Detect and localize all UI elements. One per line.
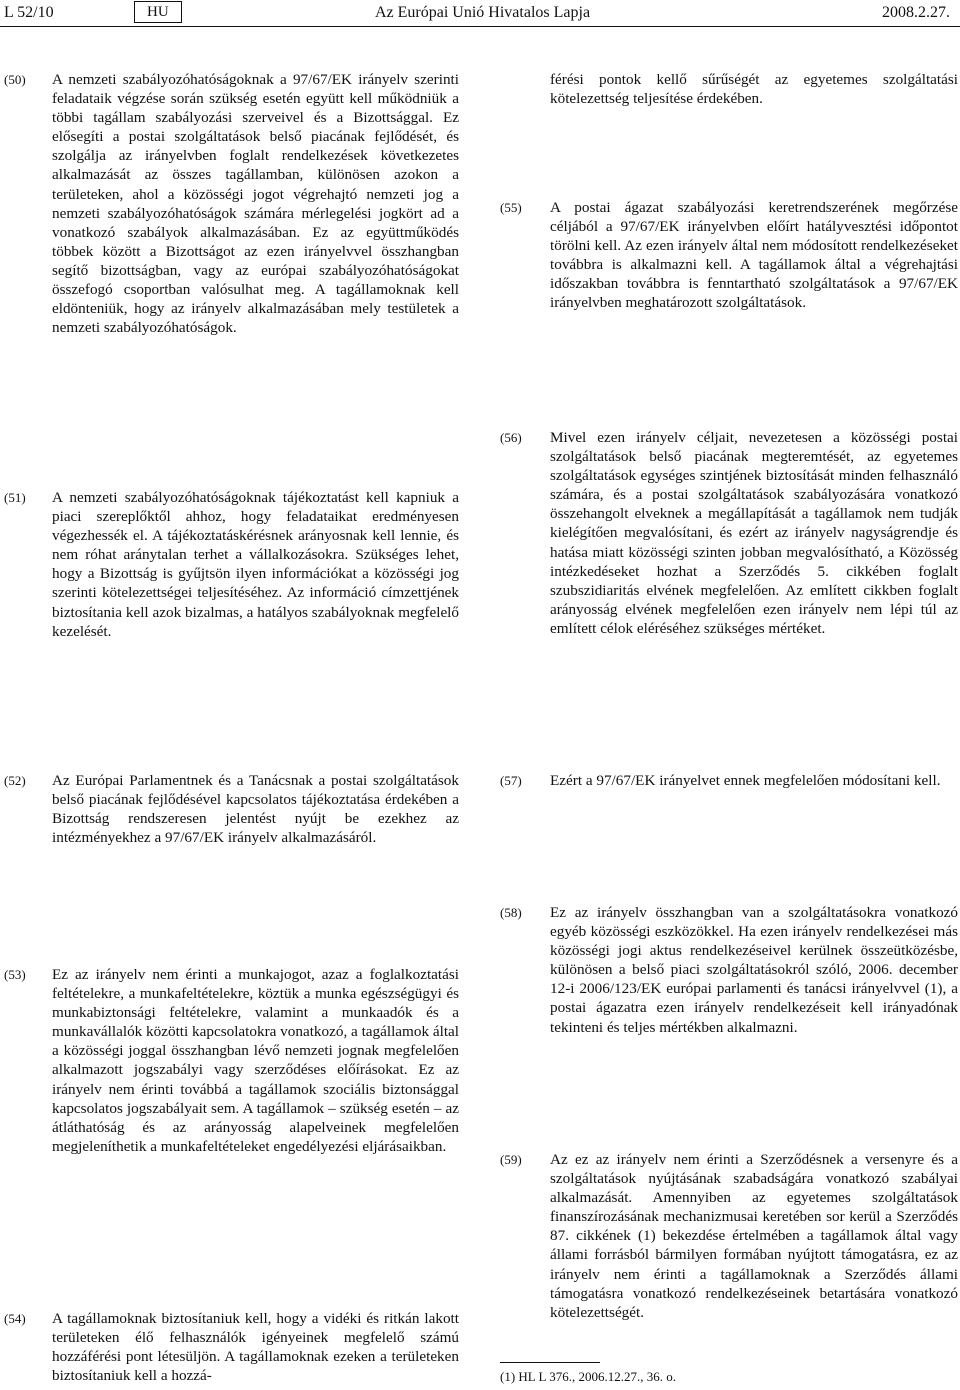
recital-text: A postai ágazat szabályozási keretrendszerének megőrzése céljából a 97/67/EK irányelvben előírt hatályvesztési időpontot törölni kell. Az ezen irányelv által nem módosított rendelkezéseket továbbra is alkalmazni kell. A tagállamok által a végrehajtási időszakban továbbra is fenntartható szolgáltatások a 97/67/EK irányelvben meghatározott szolgáltatások.	[550, 199, 958, 312]
recital-56	[500, 428, 958, 688]
recital-54-continued	[500, 70, 958, 110]
header-rule	[0, 26, 960, 27]
recital-50	[4, 70, 459, 400]
recital-53	[4, 965, 459, 1225]
recital-58	[500, 903, 958, 1063]
recital-51	[4, 488, 459, 698]
recital-text: A tagállamoknak biztosítaniuk kell, hogy a vidéki és ritkán lakott területeken élő felhasználók igényeinek megfelelő számú hozzáférési pont létesüljön. A tagállamoknak ezeken a területeken biztosítaniuk kell a hozzá-	[52, 1310, 459, 1385]
footnote-rule	[500, 1362, 600, 1363]
recital-text: Az ez az irányelv nem érinti a Szerződésnek a versenyre és a szolgáltatások nyújtásának szabadságára vonatkozó szabályai alkalmazását. Amennyiben az egyetemes szolgáltatások finanszírozásának mechanizmusai keretében sor kerül a Szerződés 87. cikkének (1) bekezdése értelmében a tagállamok által vagy állami forrásból bármilyen formában nyújtott támogatásra, ez az irányelv nem érinti a tagállamoknak a Szerződés állami támogatásra vonatkozó rendelkezéseinek betartására vonatkozó kötelezettségét.	[550, 1151, 958, 1321]
recital-text: Ezért a 97/67/EK irányelvet ennek megfelelően módosítani kell.	[550, 772, 941, 789]
recital-text: Az Európai Parlamentnek és a Tanácsnak a postai szolgáltatások belső piacának fejlődésével kapcsolatos tájékoztatása érdekében a Bizottság rendszeresen jelentést nyújt be ezekhez az intézményekhez a 97/67/EK irányelv alkalmazásáról.	[52, 772, 459, 847]
recital-number: (52)	[4, 773, 26, 788]
recital-59	[500, 1150, 958, 1350]
recital-52	[4, 771, 459, 881]
recital-number: (54)	[4, 1311, 26, 1326]
recital-55	[500, 198, 958, 338]
recital-number: (59)	[500, 1152, 522, 1167]
recital-54	[4, 1309, 459, 1389]
recital-number: (51)	[4, 490, 26, 505]
recital-number: (55)	[500, 200, 522, 215]
language-code: HU	[134, 1, 182, 23]
recital-text: Mivel ezen irányelv céljait, nevezetesen a közösségi postai szolgáltatások belső piacának megteremtését, az egyetemes szolgáltatások egységes szintjének biztosítását minden felhasználó számára, és a postai szolgáltatások szabályozására vonatkozó összehangolt elveknek a megállapítását a tagállamok nem tudják kielégítően megvalósítani, és ezért az irányelv nagyságrendje és hatása miatt közösségi szinten jobban megvalósítható, a Közösség intézkedéseket hozhat a Szerződés 5. cikkében foglalt szubszidiaritás elvének megfelelően. Az említett cikkben foglalt arányosság elvének megfelelően ezen irányelv nem lépi túl az említett célok eléréséhez szükséges mértéket.	[550, 429, 958, 637]
recital-text: A nemzeti szabályozóhatóságoknak a 97/67/EK irányelv szerinti feladataik végzése során szükség esetén együtt kell működniük a többi tagállam szabályozási szerveivel és a Bizottsággal. Ez elősegíti a postai szolgáltatások belső piacának fejlődését, és szolgálja az irányelvben foglalt rendelkezések következetes alkalmazását az összes tagállamban, különösen azokon a területeken, ahol a közösségi jogot végrehajtó nemzeti jog a nemzeti szabályozóhatóságok számára mérlegelési jogkört ad a vonatkozó szabályok alkalmazásában. Ez az együttműködés többek között a Bizottságot az ezen irányelvvel összhangban segítő bizottságban, vagy az európai szabályozóhatóságokat összefogó csoportban valósulhat meg. A tagállamoknak kell eldönteniük, hogy az irányelv alkalmazásában mely testületek a nemzeti szabályozóhatóságok.	[52, 71, 459, 337]
journal-title: Az Európai Unió Hivatalos Lapja	[375, 4, 591, 21]
recital-57	[500, 771, 958, 811]
recital-number: (53)	[4, 967, 26, 982]
recital-number: (58)	[500, 905, 522, 920]
recital-text: Ez az irányelv összhangban van a szolgáltatásokra vonatkozó egyéb közösségi eszközökkel. Ha ezen irányelv rendelkezései más közösségi jogi aktus rendelkezéseivel kerülnek összeütközésbe, különösen a belső piaci szolgáltatásokról szóló, 2006. december 12-i 2006/123/EK európai parlamenti és tanácsi irányelvvel (1), a postai ágazatra ezen irányelv rendelkezéseit kell irányadónak tekinteni és teljes mértékben alkalmazni.	[550, 904, 958, 1036]
issue-date: 2008.2.27.	[882, 4, 950, 21]
recital-text: Ez az irányelv nem érinti a munkajogot, azaz a foglalkoztatási feltételekre, a munkafeltételekre, köztük a munka egészségügyi és munkabiztonsági feltételekre, valamint a munkaadók és a munkavállalók közötti kapcsolatokra vonatkozó, a tagállamok által a közösségi joggal összhangban lévő nemzeti jognak megfelelően alkalmazott jogszabályi vagy szerződéses előírásokat. Ez az irányelv nem érinti továbbá a tagállamok szociális biztonsággal kapcsolatos jogszabályait sem. A tagállamok – szükség esetén – az átláthatóság és az arányosság alapelveinek megfelelően megjeleníthetik a munkafeltételeket engedélyezési eljárásaikban.	[52, 966, 459, 1155]
page-number: L 52/10	[4, 4, 54, 21]
recital-text: A nemzeti szabályozóhatóságoknak tájékoztatást kell kapniuk a piaci szereplőktől ahhoz, hogy feladataikat eredményesen végezhessék el. A tájékoztatáskérésnek arányosnak kell lennie, és nem róhat aránytalan terhet a vállalkozásokra. Szükséges lehet, hogy a Bizottság is gyűjtsön ilyen információkat a közösségi jog szerinti kötelezettségei teljesítéséhez. Az információ címzettjének biztosítania kell azok bizalmas, a hatályos szabályoknak megfelelő kezelését.	[52, 489, 459, 640]
recital-number: (57)	[500, 773, 522, 788]
recital-number: (50)	[4, 72, 26, 87]
recital-text: férési pontok kellő sűrűségét az egyetemes szolgáltatási kötelezettség teljesítése érdekében.	[550, 71, 958, 108]
recital-number: (56)	[500, 430, 522, 445]
footnote: (1) HL L 376., 2006.12.27., 36. o.	[500, 1369, 676, 1384]
